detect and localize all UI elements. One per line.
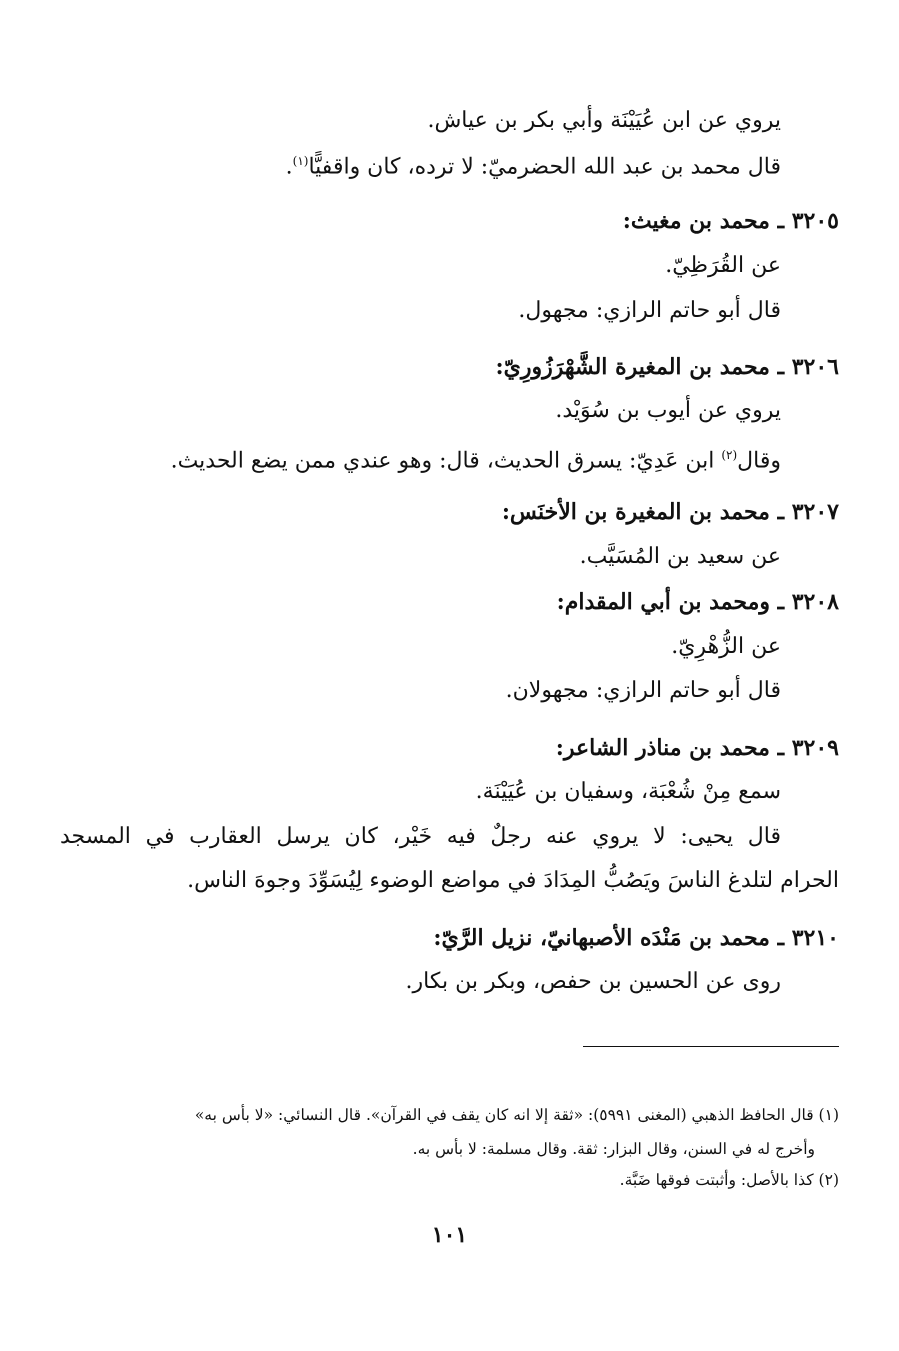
page-number: ١٠١ [431,1222,468,1248]
footnote-ref-1: (١) [292,154,309,168]
entry-heading-3209: ٣٢٠٩ ـ محمد بن مناذر الشاعر: [555,735,839,761]
footnote-1-continued: وأخرج له في السنن، وقال البزار: ثقة. وقال مسلمة: لا بأس به. [412,1140,815,1158]
text-line: عن سعيد بن المُسَيَّب. [579,544,781,569]
text-line: روى عن الحسين بن حفص، وبكر بن بكار. [405,969,781,994]
footnote-ref-2: (٢) [721,448,738,462]
line-prefix: وقال [737,448,781,474]
entry-heading-3205: ٣٢٠٥ ـ محمد بن مغيث: [622,208,839,234]
text-line: سمع مِنْ شُعْبَة، وسفيان بن عُيَيْنَة. [475,779,781,804]
text-line: قال يحيى: لا يروي عنه رجلٌ فيه خَيْر، كان يرسل العقارب في المسجد [60,824,781,849]
text-line [171,440,781,476]
text-line: الحرام لتلدغ الناسَ ويَصُبُّ المِدَادَ في مواضع الوضوء لِيُسَوِّدَ وجوهَ الناس. [187,868,839,893]
text-line: عن القُرَظِيّ. [665,253,781,278]
text-line: قال أبو حاتم الرازي: مجهول. [518,298,781,323]
text-line: قال أبو حاتم الرازي: مجهولان. [505,678,781,703]
text-line [286,146,781,182]
footnote-1: (١) قال الحافظ الذهبي (المغنى ٥٩٩١): «ثقة إلا انه كان يقف في القرآن». قال النسائي: «لا بأس به» [194,1106,839,1124]
entry-heading-3210: ٣٢١٠ ـ محمد بن مَنْدَه الأصبهانيّ، نزيل الرَّيّ: [433,925,839,951]
line-text: قال محمد بن عبد الله الحضرميّ: لا ترده، كان واقفيًّا [308,154,781,180]
text-line: يروي عن ابن عُيَيْنَة وأبي بكر بن عياش. [427,108,781,133]
text-line: عن الزُّهْرِيّ. [671,634,781,659]
entry-heading-3206: ٣٢٠٦ ـ محمد بن المغيرة الشَّهْرَزُورِيّ: [495,354,839,380]
footnote-divider [583,1046,839,1047]
entry-heading-3207: ٣٢٠٧ ـ محمد بن المغيرة بن الأخنَس: [501,499,839,525]
text-line: يروي عن أيوب بن سُوَيْد. [555,398,781,423]
line-end: . [285,154,293,180]
footnote-2: (٢) كذا بالأصل: وأثبتت فوقها ضَبَّة. [619,1171,839,1189]
line-text: ابن عَدِيّ: يسرق الحديث، قال: وهو عندي ممن يضع الحديث. [170,448,715,474]
entry-heading-3208: ٣٢٠٨ ـ ومحمد بن أبي المقدام: [556,589,839,615]
